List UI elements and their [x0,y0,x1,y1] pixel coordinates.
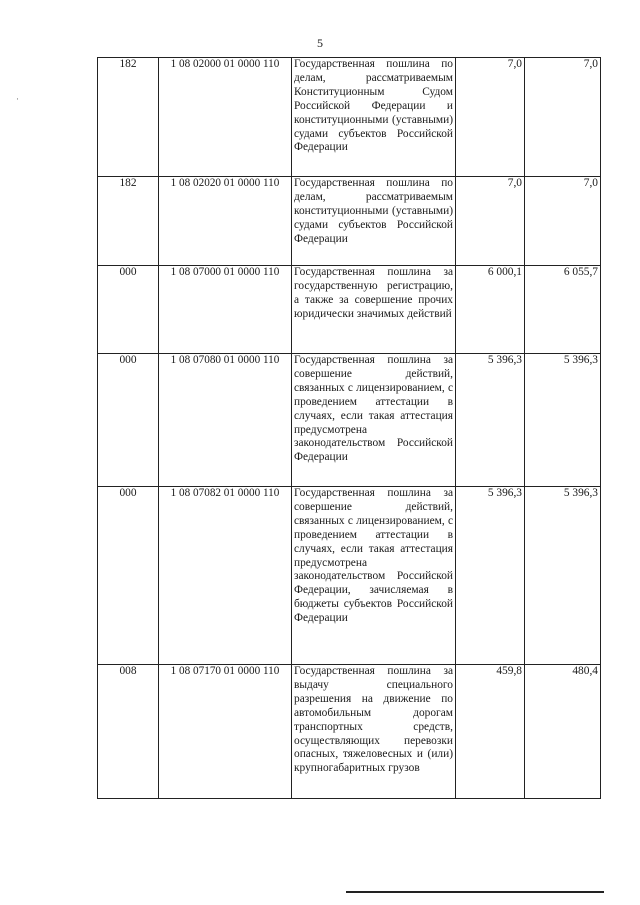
value-year2-cell: 6 055,7 [525,266,601,354]
value-year2-cell: 7,0 [525,58,601,177]
value-year1-cell: 7,0 [456,58,525,177]
admin-code-cell: 182 [98,58,159,177]
admin-code-cell: 000 [98,487,159,665]
value-year1-cell: 6 000,1 [456,266,525,354]
value-year1-cell: 7,0 [456,177,525,266]
value-year1-cell: 5 396,3 [456,487,525,665]
revenue-name-cell: Государственная пошлина по делам, рассматриваемым конституционными (уставными) судами субъектов Российской Федерации [292,177,456,266]
budget-code-cell: 1 08 02000 01 0000 110 [159,58,292,177]
table-row [98,354,601,487]
table-row [98,58,601,177]
page-number: 5 [317,36,323,50]
budget-code-cell: 1 08 02020 01 0000 110 [159,177,292,266]
revenue-table [97,57,601,799]
value-year2-cell: 5 396,3 [525,487,601,665]
table-row [98,266,601,354]
value-year1-cell: 459,8 [456,665,525,799]
budget-code-cell: 1 08 07170 01 0000 110 [159,665,292,799]
margin-mark: · [16,94,19,104]
admin-code-cell: 182 [98,177,159,266]
admin-code-cell: 000 [98,354,159,487]
revenue-name-cell: Государственная пошлина за совершение действий, связанных с лицензированием, с проведением аттестации в случаях, если такая аттестация предусмотрена законодательством Российской Федерации, зачисляемая в бюджеты субъектов Российской Федерации [292,487,456,665]
revenue-name-cell: Государственная пошлина за государственную регистрацию, а также за совершение прочих юридически значимых действий [292,266,456,354]
table-row [98,487,601,665]
table-row [98,177,601,266]
admin-code-cell: 000 [98,266,159,354]
admin-code-cell: 008 [98,665,159,799]
budget-code-cell: 1 08 07000 01 0000 110 [159,266,292,354]
revenue-name-cell: Государственная пошлина по делам, рассматриваемым Конституционным Судом Российской Федерации и конституционными (уставными) судами субъектов Российской Федерации [292,58,456,177]
value-year2-cell: 5 396,3 [525,354,601,487]
revenue-name-cell: Государственная пошлина за совершение действий, связанных с лицензированием, с проведением аттестации в случаях, если такая аттестация предусмотрена законодательством Российской Федерации [292,354,456,487]
budget-code-cell: 1 08 07080 01 0000 110 [159,354,292,487]
bottom-rule [346,891,604,893]
revenue-name-cell: Государственная пошлина за выдачу специального разрешения на движение по автомобильным дорогам транспортных средств, осуществляющих перевозки опасных, тяжеловесных и (или) крупногабаритных грузов [292,665,456,799]
value-year2-cell: 7,0 [525,177,601,266]
budget-code-cell: 1 08 07082 01 0000 110 [159,487,292,665]
value-year1-cell: 5 396,3 [456,354,525,487]
table-row [98,665,601,799]
value-year2-cell: 480,4 [525,665,601,799]
